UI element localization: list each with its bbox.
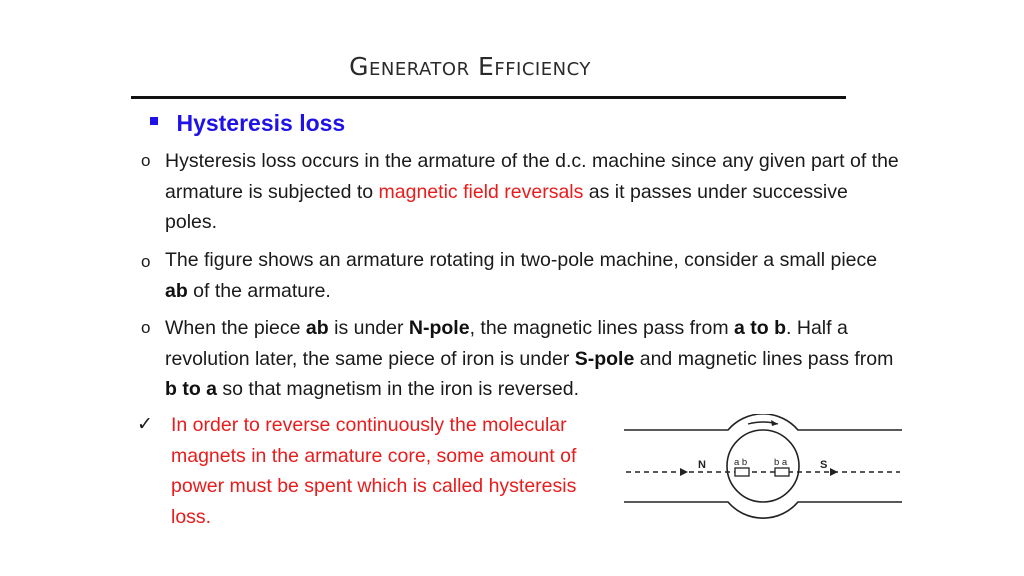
rotation-arrowhead <box>771 420 778 426</box>
ab-label: a b <box>734 457 748 468</box>
s-pole-label: S <box>820 459 828 471</box>
n-pole-label: N <box>698 459 706 471</box>
bullet-3-text: When the piece ab is under N-pole, the magnetic lines pass from a to b. Half a revolution later, the same piece of iron is under S-pole and magnetic lines pass from b to a so that magnetism in the iron is reversed. <box>165 317 894 400</box>
section-heading: Hysteresis loss <box>176 110 346 136</box>
piece-ab <box>735 468 749 476</box>
bullet-1-text: Hysteresis loss occurs in the armature of the d.c. machine since any given part of the armature is subjected to magnetic field reversals as it passes under successive poles. <box>165 150 899 233</box>
flux-arrow-left <box>680 468 688 476</box>
piece-ba <box>775 468 789 476</box>
slide-title: Generator Efficiency <box>349 52 591 81</box>
ba-label: b a <box>774 457 788 468</box>
lower-pole-outline <box>624 502 902 518</box>
circle-bullet-icon: o <box>141 252 151 271</box>
circle-bullet-icon: o <box>141 318 151 337</box>
checkmark-icon: ✓ <box>137 414 153 435</box>
bullet-2-text: The figure shows an armature rotating in two-pole machine, consider a small piece ab of the armature. <box>165 249 878 302</box>
circle-bullet-icon: o <box>141 151 151 170</box>
armature-diagram <box>618 414 908 524</box>
heading-row <box>150 110 345 137</box>
conclusion-text: In order to reverse continuously the molecular magnets in the armature core, some amount of power must be spent which is called hysteresis loss. <box>171 414 577 528</box>
title-underline <box>131 96 846 99</box>
highlight-magnetic-field-reversals: magnetic field reversals <box>378 180 584 203</box>
square-bullet-icon <box>150 117 158 125</box>
flux-arrow-right <box>830 468 838 476</box>
